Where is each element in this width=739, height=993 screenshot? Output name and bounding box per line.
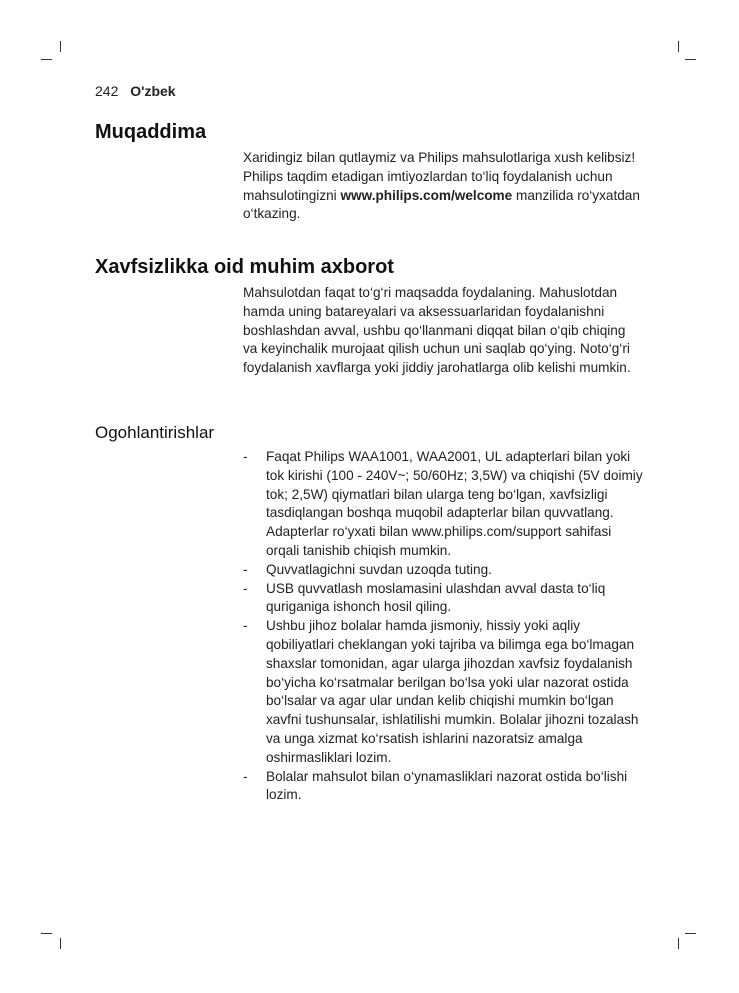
crop-mark: [41, 933, 52, 934]
language-label: O'zbek: [130, 83, 176, 99]
list-item: [243, 448, 643, 561]
crop-mark: [685, 933, 696, 934]
dash-marker: -: [243, 449, 248, 464]
intro-heading: Muqaddima: [95, 121, 207, 143]
crop-mark: [41, 59, 52, 60]
list-item-text: Quvvatlagichni suvdan uzoqda tuting.: [266, 561, 492, 577]
list-item: [243, 617, 643, 767]
warnings-heading: Ogohlantirishlar: [95, 423, 215, 442]
welcome-link[interactable]: www.philips.com/welcome: [340, 187, 513, 203]
page-header: [95, 83, 176, 99]
dash-marker: -: [243, 618, 248, 634]
dash-marker: -: [243, 561, 248, 577]
page-number: 242: [95, 83, 119, 99]
list-item: [243, 768, 643, 806]
dash-marker: -: [243, 768, 248, 784]
crop-mark: [60, 938, 61, 949]
list-item-text: Ushbu jihoz bolalar hamda jismoniy, hissiy yoki aqliy qobiliyatlari cheklangan yoki tajriba va bilimga ega bo‘lmagan shaxslar tomonidan, agar ularga jihozdan xavfsiz foydalanish bo‘yicha ko‘rsatmalar berilgan bo‘lsa yoki ular nazorat ostida bo‘lsalar va agar ular undan kelib chiqishi mumkin bo‘lgan xavfni tushunsalar, ishlatilishi mumkin. Bolalar jihozni tozalash va unga xizmat ko‘rsatish ishlarini nazoratsiz amalga oshirmasliklari lozim.: [266, 618, 639, 765]
intro-text: Xaridingiz bilan qutlaymiz va Philips mahsulotlariga xush kelibsiz! Philips taqdim etadigan imtiyozlardan to‘liq foydalanish uchun mahsulotingizni: [243, 150, 636, 203]
warnings-list: [243, 448, 643, 805]
crop-mark: [685, 59, 696, 60]
list-item-text: Faqat Philips WAA1001, WAA2001, UL adapterlari bilan yoki tok kirishi (100 - 240V~; 50/60Hz; 3,5W) va chiqishi (5V doimiy tok; 2,5W) qiymatlari bilan ularga teng bo‘lgan, xavfsizligi tasdiqlangan boshqa muqobil adapterlar bilan quvvatlang. Adapterlar ro‘yxati bilan www.philips.com/support sahifasi orqali tanishib chiqish mumkin.: [266, 449, 643, 558]
crop-mark: [678, 938, 679, 949]
intro-text-end: manzilida ro‘yxatdan o‘tkazing.: [243, 187, 640, 222]
list-item: [243, 561, 643, 580]
safety-paragraph: Mahsulotdan faqat to‘g‘ri maqsadda foydalaning. Mahuslotdan hamda uning batareyalari va aksessuarlaridan foydalanishni boshlashdan avval, ushbu qo‘llanmani diqqat bilan o‘qib chiqing va keyinchalik murojaat qilish uchun uni saqlab qo‘ying. Noto‘g‘ri foydalanish xavflarga yoki jiddiy jarohatlarga olib kelishi mumkin.: [243, 285, 631, 376]
crop-mark: [678, 41, 679, 52]
list-item: [243, 580, 643, 618]
intro-paragraph: [243, 149, 643, 224]
list-item-text: USB quvvatlash moslamasini ulashdan avval dasta to‘liq quriganiga ishonch hosil qiling.: [266, 580, 606, 615]
list-item-text: Bolalar mahsulot bilan o‘ynamasliklari nazorat ostida bo‘lishi lozim.: [266, 768, 628, 803]
safety-heading: Xavfsizlikka oid muhim axborot: [95, 256, 394, 278]
dash-marker: -: [243, 580, 248, 596]
crop-mark: [60, 41, 61, 52]
